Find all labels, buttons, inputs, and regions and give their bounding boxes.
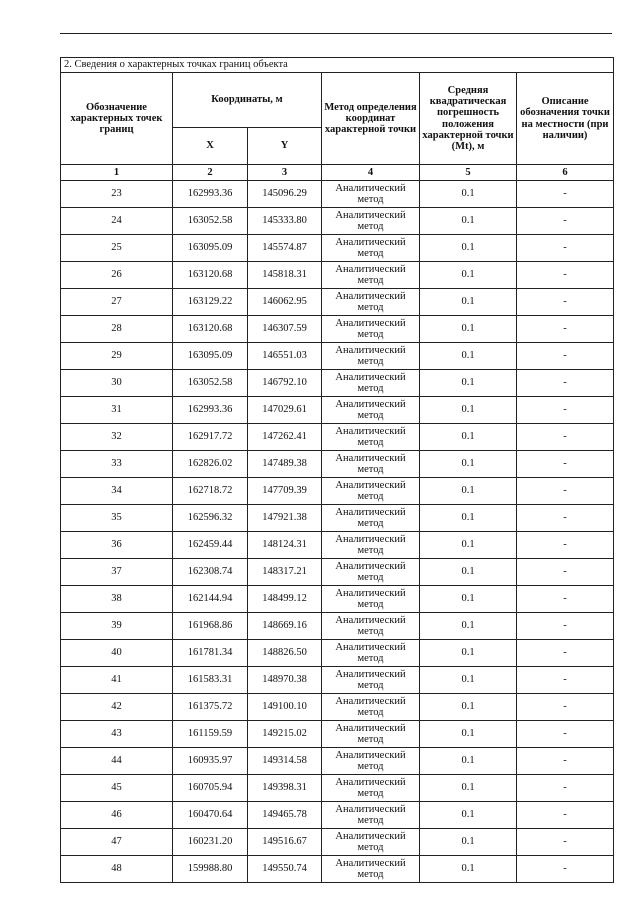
error-value: 0.1 [420, 694, 517, 721]
coord-x: 162308.74 [173, 559, 248, 586]
coord-y: 145096.29 [248, 181, 322, 208]
point-number: 32 [61, 424, 173, 451]
method-line-1: Аналитический [335, 263, 406, 275]
coord-x: 163095.09 [173, 343, 248, 370]
coord-x: 163120.68 [173, 262, 248, 289]
method-line-1: Аналитический [335, 452, 406, 464]
point-description: - [517, 505, 614, 532]
coord-x: 161375.72 [173, 694, 248, 721]
method-line-2: метод [357, 653, 384, 664]
error-value: 0.1 [420, 532, 517, 559]
method-line-1: Аналитический [335, 857, 406, 869]
coord-x: 160705.94 [173, 775, 248, 802]
error-value: 0.1 [420, 262, 517, 289]
table-row [61, 235, 614, 262]
point-description: - [517, 802, 614, 829]
method-line-1: Аналитический [335, 695, 406, 707]
table-row [61, 289, 614, 316]
method-cell [322, 613, 420, 640]
table-row [61, 748, 614, 775]
coord-x: 162596.32 [173, 505, 248, 532]
method-line-2: метод [357, 572, 384, 583]
method-line-2: метод [357, 680, 384, 691]
error-value: 0.1 [420, 829, 517, 856]
section-title: 2. Сведения о характерных точках границ объекта [61, 58, 614, 73]
error-value: 0.1 [420, 397, 517, 424]
table-row [61, 856, 614, 883]
table-row [61, 640, 614, 667]
method-cell [322, 694, 420, 721]
table-body [61, 181, 614, 883]
method-line-1: Аналитический [335, 803, 406, 815]
point-description: - [517, 694, 614, 721]
point-description: - [517, 586, 614, 613]
table-row [61, 316, 614, 343]
method-line-2: метод [357, 437, 384, 448]
coord-x: 163052.58 [173, 208, 248, 235]
point-number: 26 [61, 262, 173, 289]
method-cell [322, 478, 420, 505]
method-line-2: метод [357, 491, 384, 502]
point-description: - [517, 397, 614, 424]
header-description: Описание обозначения точки на местности (при наличии) [517, 73, 614, 165]
point-number: 41 [61, 667, 173, 694]
method-line-2: метод [357, 518, 384, 529]
method-cell [322, 505, 420, 532]
point-description: - [517, 478, 614, 505]
coord-x: 162826.02 [173, 451, 248, 478]
point-number: 33 [61, 451, 173, 478]
method-cell [322, 289, 420, 316]
error-value: 0.1 [420, 721, 517, 748]
method-cell [322, 748, 420, 775]
coord-x: 162993.36 [173, 397, 248, 424]
method-line-1: Аналитический [335, 479, 406, 491]
method-line-1: Аналитический [335, 614, 406, 626]
point-number: 23 [61, 181, 173, 208]
method-cell [322, 856, 420, 883]
method-line-1: Аналитический [335, 641, 406, 653]
point-description: - [517, 208, 614, 235]
column-number: 6 [517, 165, 614, 181]
method-line-2: метод [357, 383, 384, 394]
method-cell [322, 559, 420, 586]
method-line-1: Аналитический [335, 236, 406, 248]
coord-y: 149314.58 [248, 748, 322, 775]
method-line-1: Аналитический [335, 209, 406, 221]
error-value: 0.1 [420, 613, 517, 640]
point-description: - [517, 451, 614, 478]
error-value: 0.1 [420, 640, 517, 667]
table-row [61, 667, 614, 694]
method-cell [322, 343, 420, 370]
coord-x: 162144.94 [173, 586, 248, 613]
point-number: 39 [61, 613, 173, 640]
error-value: 0.1 [420, 316, 517, 343]
point-description: - [517, 262, 614, 289]
method-line-1: Аналитический [335, 560, 406, 572]
point-description: - [517, 829, 614, 856]
table-row [61, 181, 614, 208]
point-description: - [517, 856, 614, 883]
table-row [61, 262, 614, 289]
column-number: 2 [173, 165, 248, 181]
method-line-1: Аналитический [335, 344, 406, 356]
table-row [61, 694, 614, 721]
method-line-1: Аналитический [335, 830, 406, 842]
point-number: 47 [61, 829, 173, 856]
point-description: - [517, 532, 614, 559]
error-value: 0.1 [420, 424, 517, 451]
method-cell [322, 397, 420, 424]
point-number: 45 [61, 775, 173, 802]
coord-x: 161781.34 [173, 640, 248, 667]
point-number: 43 [61, 721, 173, 748]
point-number: 25 [61, 235, 173, 262]
coord-x: 161159.59 [173, 721, 248, 748]
table-row [61, 829, 614, 856]
coord-y: 147709.39 [248, 478, 322, 505]
coord-x: 161968.86 [173, 613, 248, 640]
method-cell [322, 721, 420, 748]
point-description: - [517, 640, 614, 667]
coord-x: 161583.31 [173, 667, 248, 694]
error-value: 0.1 [420, 451, 517, 478]
coord-y: 149215.02 [248, 721, 322, 748]
point-number: 38 [61, 586, 173, 613]
point-description: - [517, 667, 614, 694]
method-line-1: Аналитический [335, 533, 406, 545]
table-row [61, 532, 614, 559]
table-row [61, 505, 614, 532]
method-line-2: метод [357, 842, 384, 853]
header-coordinates: Координаты, м [173, 73, 322, 128]
point-description: - [517, 289, 614, 316]
header-y: Y [248, 128, 322, 165]
coord-x: 160470.64 [173, 802, 248, 829]
error-value: 0.1 [420, 235, 517, 262]
top-rule [60, 33, 612, 34]
method-line-2: метод [357, 194, 384, 205]
method-line-2: метод [357, 626, 384, 637]
method-line-1: Аналитический [335, 317, 406, 329]
coord-y: 148970.38 [248, 667, 322, 694]
coord-y: 148826.50 [248, 640, 322, 667]
coord-y: 149550.74 [248, 856, 322, 883]
method-line-2: метод [357, 275, 384, 286]
method-line-1: Аналитический [335, 776, 406, 788]
coord-x: 163095.09 [173, 235, 248, 262]
point-description: - [517, 613, 614, 640]
point-description: - [517, 559, 614, 586]
error-value: 0.1 [420, 478, 517, 505]
method-cell [322, 667, 420, 694]
coord-y: 146307.59 [248, 316, 322, 343]
error-value: 0.1 [420, 748, 517, 775]
coord-y: 148499.12 [248, 586, 322, 613]
method-line-2: метод [357, 761, 384, 772]
method-line-2: метод [357, 410, 384, 421]
method-cell [322, 181, 420, 208]
method-line-1: Аналитический [335, 425, 406, 437]
coord-y: 145333.80 [248, 208, 322, 235]
method-line-2: метод [357, 815, 384, 826]
table-row [61, 343, 614, 370]
point-description: - [517, 370, 614, 397]
method-line-1: Аналитический [335, 506, 406, 518]
boundary-points-table [60, 57, 614, 883]
point-number: 28 [61, 316, 173, 343]
coord-y: 147029.61 [248, 397, 322, 424]
method-cell [322, 316, 420, 343]
point-number: 48 [61, 856, 173, 883]
method-line-2: метод [357, 869, 384, 880]
error-value: 0.1 [420, 856, 517, 883]
coord-x: 162917.72 [173, 424, 248, 451]
point-number: 24 [61, 208, 173, 235]
method-line-1: Аналитический [335, 587, 406, 599]
coord-x: 163129.22 [173, 289, 248, 316]
table-row [61, 613, 614, 640]
coord-x: 160935.97 [173, 748, 248, 775]
coord-y: 148124.31 [248, 532, 322, 559]
point-number: 35 [61, 505, 173, 532]
coord-y: 148669.16 [248, 613, 322, 640]
method-cell [322, 802, 420, 829]
coord-x: 163120.68 [173, 316, 248, 343]
method-line-1: Аналитический [335, 668, 406, 680]
method-line-2: метод [357, 329, 384, 340]
point-number: 34 [61, 478, 173, 505]
column-number-row [61, 165, 614, 181]
table-row [61, 451, 614, 478]
coord-x: 162718.72 [173, 478, 248, 505]
error-value: 0.1 [420, 505, 517, 532]
method-line-1: Аналитический [335, 398, 406, 410]
point-number: 42 [61, 694, 173, 721]
point-description: - [517, 343, 614, 370]
error-value: 0.1 [420, 370, 517, 397]
method-line-2: метод [357, 221, 384, 232]
point-number: 37 [61, 559, 173, 586]
table-row [61, 370, 614, 397]
point-description: - [517, 775, 614, 802]
method-cell [322, 532, 420, 559]
point-number: 40 [61, 640, 173, 667]
method-line-1: Аналитический [335, 371, 406, 383]
point-description: - [517, 235, 614, 262]
method-line-1: Аналитический [335, 182, 406, 194]
point-description: - [517, 424, 614, 451]
table-row [61, 208, 614, 235]
coord-x: 160231.20 [173, 829, 248, 856]
method-line-2: метод [357, 248, 384, 259]
column-number: 5 [420, 165, 517, 181]
method-line-1: Аналитический [335, 722, 406, 734]
coord-y: 146792.10 [248, 370, 322, 397]
method-cell [322, 586, 420, 613]
column-number: 4 [322, 165, 420, 181]
method-line-1: Аналитический [335, 749, 406, 761]
coord-y: 145818.31 [248, 262, 322, 289]
error-value: 0.1 [420, 181, 517, 208]
point-number: 31 [61, 397, 173, 424]
coord-y: 147489.38 [248, 451, 322, 478]
coord-y: 149398.31 [248, 775, 322, 802]
method-line-2: метод [357, 599, 384, 610]
method-cell [322, 775, 420, 802]
point-number: 44 [61, 748, 173, 775]
method-cell [322, 208, 420, 235]
error-value: 0.1 [420, 208, 517, 235]
table-row [61, 721, 614, 748]
method-line-2: метод [357, 356, 384, 367]
coord-y: 146551.03 [248, 343, 322, 370]
point-number: 46 [61, 802, 173, 829]
coord-y: 149516.67 [248, 829, 322, 856]
point-description: - [517, 316, 614, 343]
coord-y: 146062.95 [248, 289, 322, 316]
method-line-2: метод [357, 734, 384, 745]
point-number: 36 [61, 532, 173, 559]
column-number: 1 [61, 165, 173, 181]
coord-y: 145574.87 [248, 235, 322, 262]
table-row [61, 559, 614, 586]
coord-y: 148317.21 [248, 559, 322, 586]
method-line-2: метод [357, 302, 384, 313]
method-line-2: метод [357, 464, 384, 475]
table-row [61, 424, 614, 451]
coord-x: 163052.58 [173, 370, 248, 397]
method-line-2: метод [357, 545, 384, 556]
header-designation: Обозначение характерных точек границ [61, 73, 173, 165]
error-value: 0.1 [420, 775, 517, 802]
point-description: - [517, 181, 614, 208]
method-cell [322, 370, 420, 397]
method-cell [322, 640, 420, 667]
error-value: 0.1 [420, 667, 517, 694]
coord-x: 159988.80 [173, 856, 248, 883]
method-line-1: Аналитический [335, 290, 406, 302]
table-row [61, 802, 614, 829]
column-number: 3 [248, 165, 322, 181]
table-row [61, 478, 614, 505]
header-x: X [173, 128, 248, 165]
method-cell [322, 451, 420, 478]
method-cell [322, 829, 420, 856]
coord-y: 149465.78 [248, 802, 322, 829]
point-number: 29 [61, 343, 173, 370]
coord-y: 147262.41 [248, 424, 322, 451]
coord-y: 149100.10 [248, 694, 322, 721]
method-cell [322, 235, 420, 262]
header-method: Метод определения координат характерной точки [322, 73, 420, 165]
point-number: 30 [61, 370, 173, 397]
table-row [61, 775, 614, 802]
coord-x: 162459.44 [173, 532, 248, 559]
header-error: Средняя квадратическая погрешность положения характерной точки (Mt), м [420, 73, 517, 165]
error-value: 0.1 [420, 289, 517, 316]
point-number: 27 [61, 289, 173, 316]
error-value: 0.1 [420, 586, 517, 613]
coord-y: 147921.38 [248, 505, 322, 532]
table-row [61, 397, 614, 424]
point-description: - [517, 748, 614, 775]
coord-x: 162993.36 [173, 181, 248, 208]
error-value: 0.1 [420, 343, 517, 370]
error-value: 0.1 [420, 802, 517, 829]
table-row [61, 586, 614, 613]
method-cell [322, 262, 420, 289]
point-description: - [517, 721, 614, 748]
method-line-2: метод [357, 707, 384, 718]
method-line-2: метод [357, 788, 384, 799]
method-cell [322, 424, 420, 451]
error-value: 0.1 [420, 559, 517, 586]
